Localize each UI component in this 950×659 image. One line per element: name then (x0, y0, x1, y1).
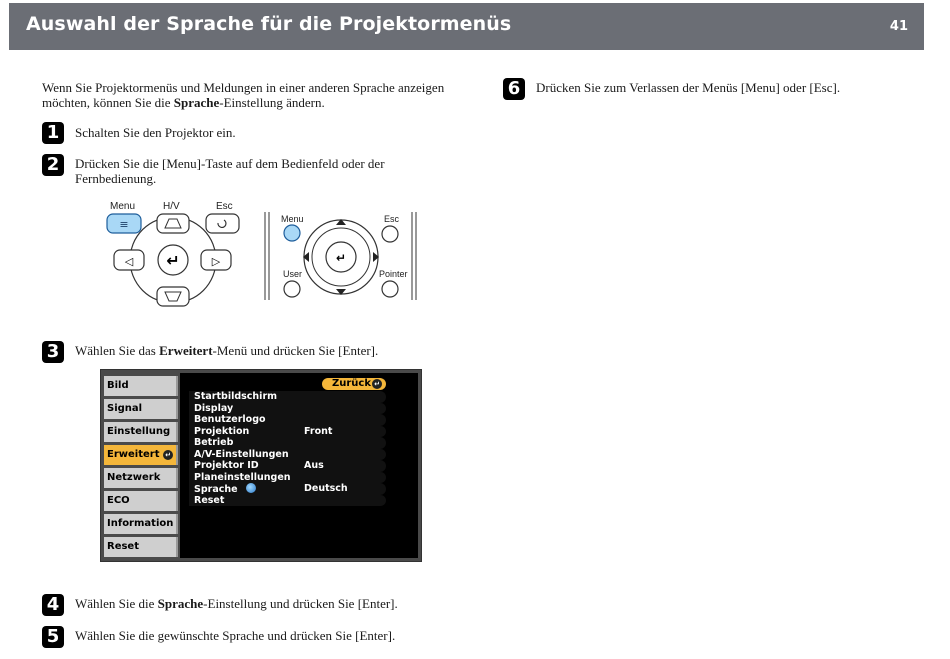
tab-netzwerk[interactable]: Netzwerk (104, 468, 178, 488)
step-2-number: 2 (42, 154, 64, 176)
tab-reset[interactable]: Reset (104, 537, 178, 557)
remote-menu-button (284, 225, 300, 241)
step-4-post: -Einstellung und drücken Sie [Enter]. (203, 596, 398, 611)
intro-line2-pre: möchten, können Sie die (42, 95, 174, 110)
tab-erweitert[interactable]: Erweitert ↵ (104, 445, 178, 465)
step-2-line2: Fernbedienung. (75, 171, 157, 186)
remote-user-button (284, 281, 300, 297)
menu-tabs (104, 376, 178, 560)
control-panel-hv-label: H/V (163, 201, 180, 212)
svg-text:≡: ≡ (119, 218, 129, 231)
menu-item-value: Aus (304, 460, 324, 471)
menu-item-planeinstellungen[interactable]: Planeinstellungen (189, 472, 386, 484)
globe-icon (246, 483, 256, 493)
control-panel-esc-label: Esc (216, 201, 233, 212)
menu-item-startbildschirm[interactable]: Startbildschirm (189, 391, 386, 403)
page-title: Auswahl der Sprache für die Projektormenüs (26, 13, 512, 35)
step-2-line1: Drücken Sie die [Menu]-Taste auf dem Bedienfeld oder der (75, 156, 385, 171)
step-3-pre: Wählen Sie das (75, 343, 160, 358)
step-5-text: Wählen Sie die gewünschte Sprache und drücken Sie [Enter]. (75, 628, 396, 643)
page-header (9, 3, 924, 50)
step-4-text (75, 596, 398, 611)
remote-pointer-label: Pointer (379, 269, 408, 279)
step-2-text (75, 156, 455, 186)
svg-text:↵: ↵ (166, 251, 180, 270)
menu-item-reset[interactable]: Reset (189, 495, 386, 507)
step-5-number: 5 (42, 626, 64, 648)
intro-paragraph (42, 80, 482, 110)
menu-item-projektion[interactable]: Projektion Front (189, 426, 386, 438)
tab-eco[interactable]: ECO (104, 491, 178, 511)
remote-pointer-button (382, 281, 398, 297)
remote-esc-button (382, 226, 398, 242)
intro-line2-post: -Einstellung ändern. (219, 95, 325, 110)
keystone-button (157, 287, 189, 306)
menu-items (189, 391, 386, 506)
projector-menu-screen (100, 369, 422, 562)
tab-information[interactable]: Information (104, 514, 178, 534)
step-6-number: 6 (503, 78, 525, 100)
svg-text:▷: ▷ (211, 255, 221, 268)
intro-line1: Wenn Sie Projektormenüs und Meldungen in einer anderen Sprache anzeigen (42, 80, 445, 95)
svg-text:◁: ◁ (124, 255, 134, 268)
tab-einstellung[interactable]: Einstellung (104, 422, 178, 442)
step-4-bold: Sprache (157, 596, 204, 611)
menu-item-benutzerlogo[interactable]: Benutzerlogo (189, 414, 386, 426)
step-4-pre: Wählen Sie die (75, 596, 158, 611)
step-1-text: Schalten Sie den Projektor ein. (75, 125, 236, 140)
menu-item-betrieb[interactable]: Betrieb (189, 437, 386, 449)
tab-bild[interactable]: Bild (104, 376, 178, 396)
remote-esc-label: Esc (384, 214, 400, 224)
menu-item-av-einstellungen[interactable]: A/V-Einstellungen (189, 449, 386, 461)
step-3-post: -Menü und drücken Sie [Enter]. (212, 343, 379, 358)
menu-item-sprache[interactable]: Sprache Deutsch (189, 483, 386, 495)
svg-text:↵: ↵ (335, 251, 347, 265)
control-panel-illustration (100, 198, 245, 310)
menu-item-projektor-id[interactable]: Projektor ID Aus (189, 460, 386, 472)
step-1-number: 1 (42, 122, 64, 144)
step-3-bold: Erweitert (159, 343, 213, 358)
remote-user-label: User (283, 269, 303, 279)
enter-icon: ↵ (163, 450, 173, 460)
intro-line2-bold: Sprache (173, 95, 220, 110)
control-panel-menu-label: Menu (110, 201, 136, 212)
menu-item-value: Front (304, 425, 333, 437)
step-3-number: 3 (42, 341, 64, 363)
enter-icon: ↵ (372, 379, 382, 389)
step-4-number: 4 (42, 594, 64, 616)
hv-button (157, 214, 189, 233)
remote-menu-label: Menu (281, 214, 304, 224)
esc-button (206, 214, 239, 233)
menu-panel (180, 373, 418, 558)
step-3-text (75, 343, 378, 358)
menu-item-value: Deutsch (304, 483, 348, 494)
menu-item-display[interactable]: Display (189, 403, 386, 415)
tab-signal[interactable]: Signal (104, 399, 178, 419)
page-number: 41 (889, 19, 908, 34)
back-button[interactable]: Zurück ↵ (322, 378, 386, 390)
remote-illustration (262, 210, 420, 302)
step-6-text: Drücken Sie zum Verlassen der Menüs [Menu] oder [Esc]. (536, 80, 841, 95)
